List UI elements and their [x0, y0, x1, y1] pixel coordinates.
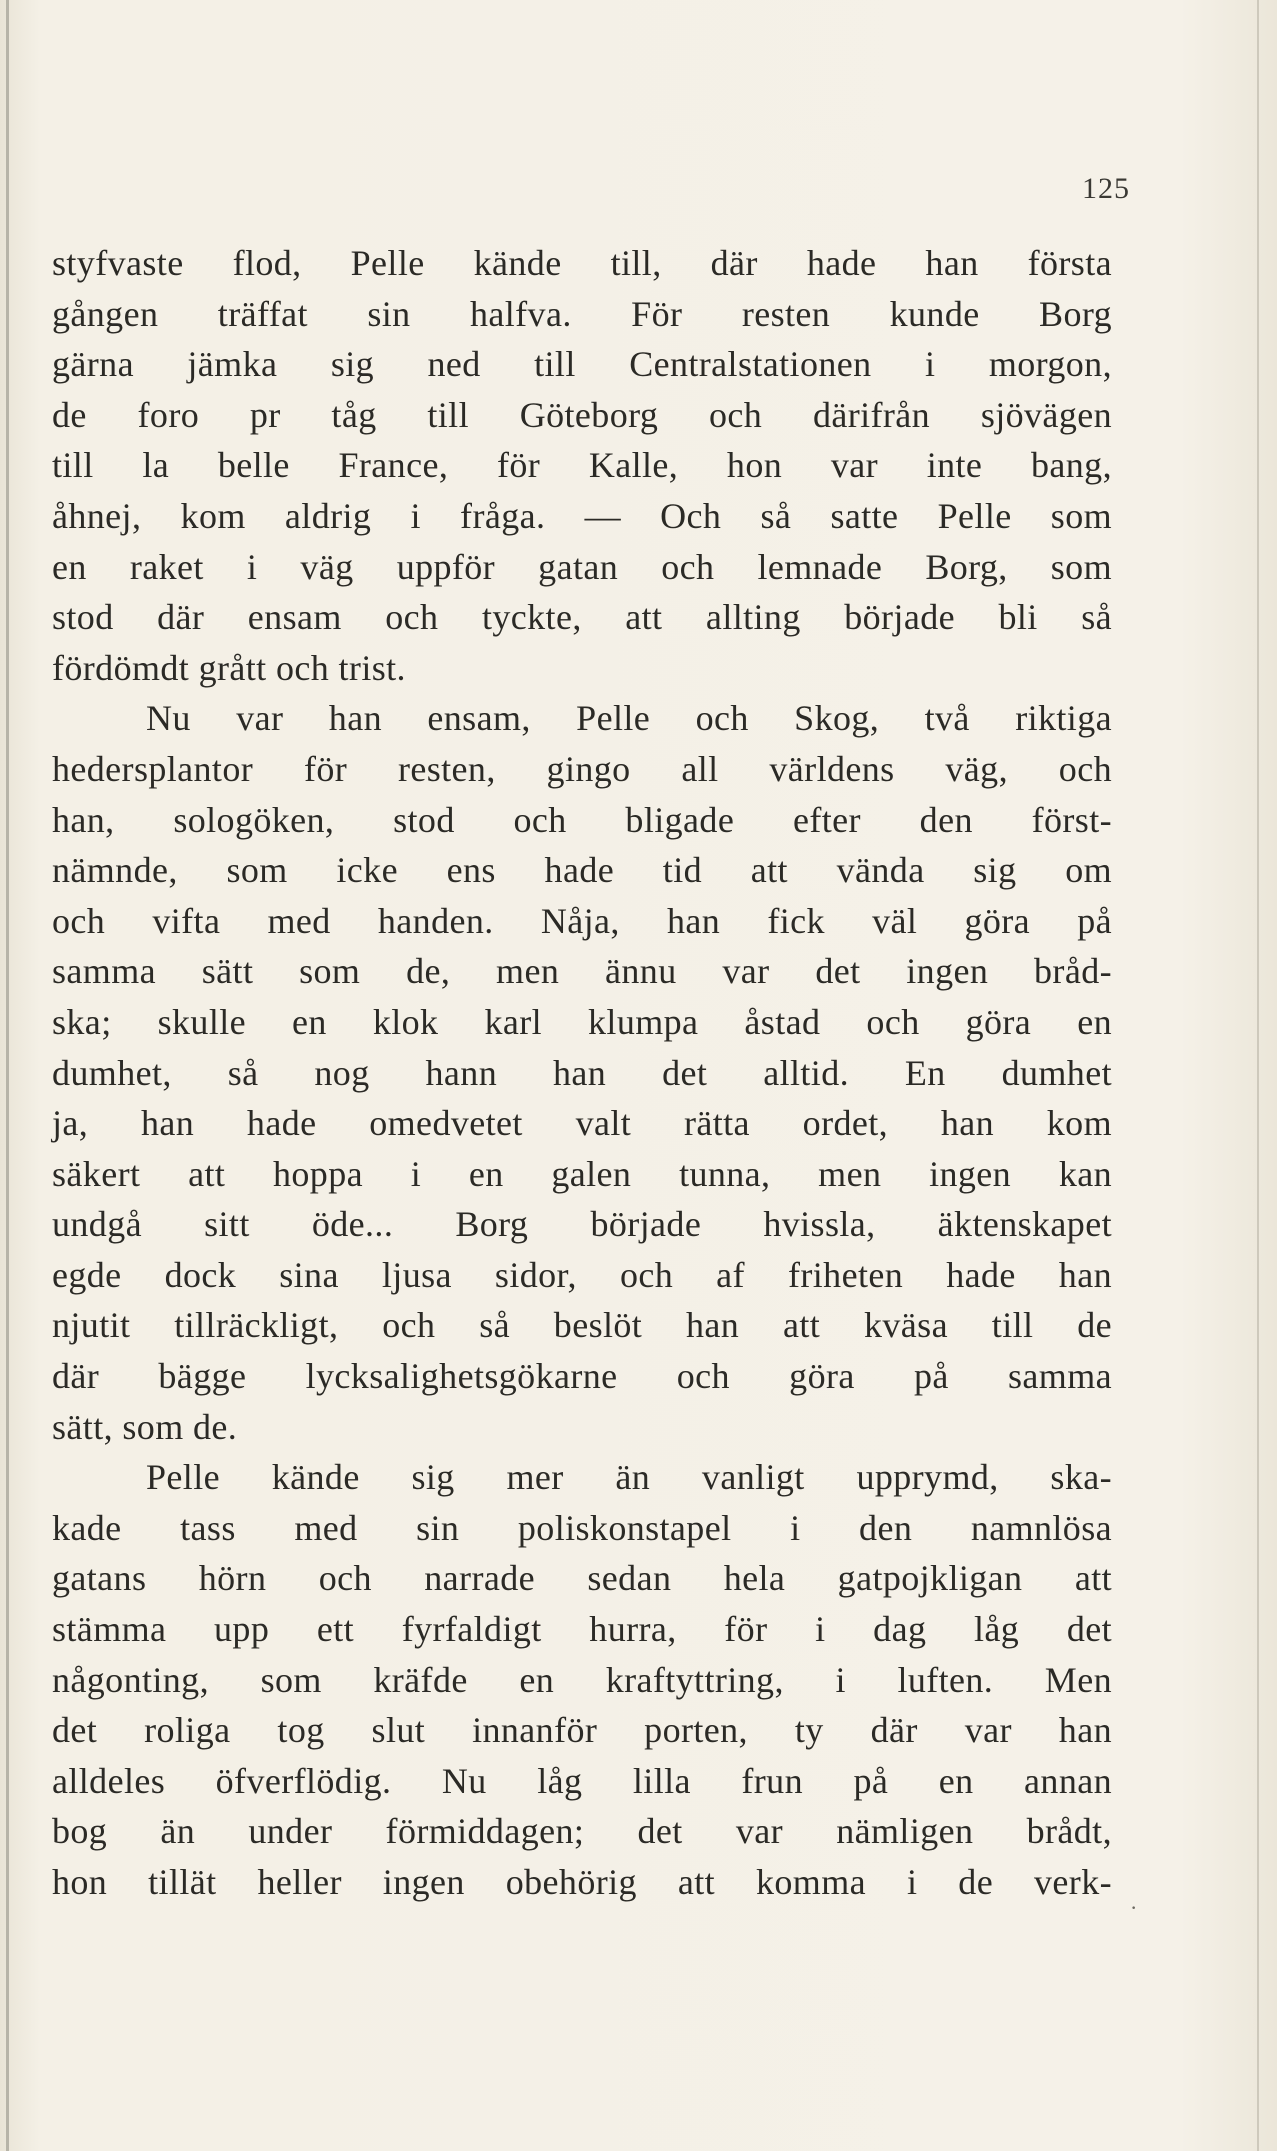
text-line: hon tillät heller ingen obehörig att komma i de verk-: [52, 1862, 1112, 1902]
text-line: där bägge lycksalighetsgökarne och göra på samma: [52, 1356, 1112, 1397]
text-line: samma sätt som de, men ännu var det ingen bråd-: [52, 951, 1112, 992]
text-line: kade tass med sin poliskonstapel i den namnlösa: [52, 1507, 1112, 1548]
text-line: stod där ensam och tyckte, att allting började bli så: [52, 597, 1112, 638]
text-line: sätt, som de.: [52, 1406, 238, 1447]
page-left-edge: [6, 0, 9, 2151]
text-line: bog än under förmiddagen; det var nämligen brådt,: [52, 1811, 1112, 1852]
text-line: de foro pr tåg till Göteborg och därifrån sjövägen: [52, 394, 1112, 435]
paragraph: [52, 693, 1112, 1452]
text-line: fördömdt grått och trist.: [52, 647, 406, 688]
text-line: dumhet, så nog hann han det alltid. En dumhet: [52, 1052, 1112, 1093]
text-line: säkert att hoppa i en galen tunna, men ingen kan: [52, 1153, 1112, 1194]
body-text: [52, 238, 1112, 1908]
text-line: till la belle France, för Kalle, hon var inte bang,: [52, 445, 1112, 486]
text-line: han, sologöken, stod och bligade efter den först-: [52, 799, 1112, 840]
text-line: ja, han hade omedvetet valt rätta ordet, han kom: [52, 1103, 1112, 1144]
text-line: en raket i väg uppför gatan och lemnade Borg, som: [52, 546, 1112, 587]
margin-speck: ·: [1130, 1895, 1138, 1920]
text-line: gången träffat sin halfva. För resten kunde Borg: [52, 293, 1112, 334]
text-line: gärna jämka sig ned till Centralstationen i morgon,: [52, 344, 1112, 385]
paragraph: [52, 1452, 1112, 1907]
text-line: stämma upp ett fyrfaldigt hurra, för i dag låg det: [52, 1609, 1112, 1650]
text-line: ska; skulle en klok karl klumpa åstad och göra en: [52, 1001, 1112, 1042]
text-line: någonting, som kräfde en kraftyttring, i luften. Men: [52, 1659, 1112, 1700]
text-line: njutit tillräckligt, och så beslöt han att kväsa till de: [52, 1305, 1112, 1346]
text-line: undgå sitt öde... Borg började hvissla, äktenskapet: [52, 1204, 1112, 1245]
text-line: och vifta med handen. Nåja, han fick väl göra på: [52, 900, 1112, 941]
page-number: 125: [1082, 172, 1130, 205]
text-line: det roliga tog slut innanför porten, ty där var han: [52, 1710, 1112, 1751]
text-line: åhnej, kom aldrig i fråga. — Och så satte Pelle som: [52, 495, 1112, 536]
text-line: nämnde, som icke ens hade tid att vända sig om: [52, 850, 1112, 891]
text-line: styfvaste flod, Pelle kände till, där hade han första: [52, 243, 1112, 283]
page-right-edge: [1257, 0, 1259, 2151]
text-line: gatans hörn och narrade sedan hela gatpojkligan att: [52, 1558, 1112, 1599]
paragraph: [52, 238, 1112, 693]
text-line: Nu var han ensam, Pelle och Skog, två riktiga: [146, 698, 1112, 739]
text-line: egde dock sina ljusa sidor, och af friheten hade han: [52, 1254, 1112, 1295]
text-line: Pelle kände sig mer än vanligt upprymd, ska-: [146, 1457, 1112, 1498]
text-line: alldeles öfverflödig. Nu låg lilla frun på en annan: [52, 1760, 1112, 1801]
text-line: hedersplantor för resten, gingo all världens väg, och: [52, 748, 1112, 789]
